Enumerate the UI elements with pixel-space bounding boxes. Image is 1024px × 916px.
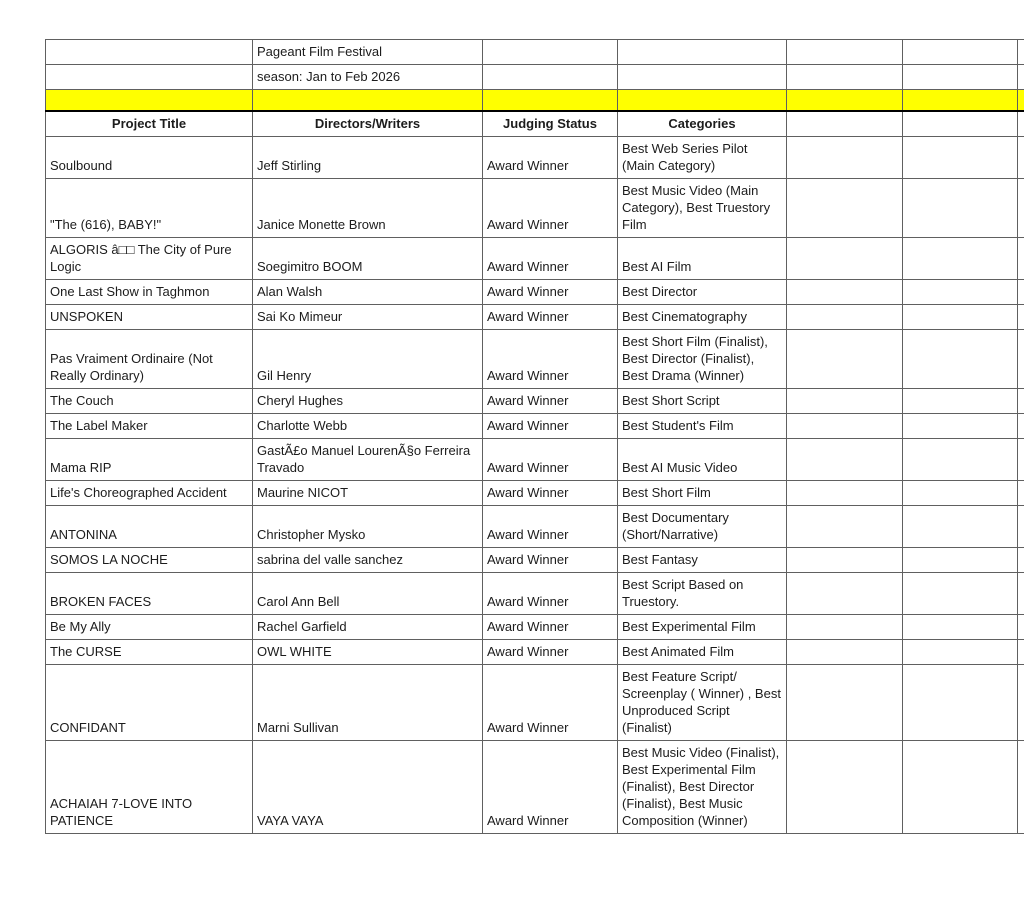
cell-categories: Best Script Based on Truestory. [618, 573, 787, 615]
cell-empty [1018, 137, 1024, 179]
highlight-cell [483, 90, 618, 112]
cell-judging-status: Award Winner [483, 573, 618, 615]
header-row [46, 111, 1024, 137]
cell-judging-status: Award Winner [483, 615, 618, 640]
cell-empty [787, 414, 903, 439]
cell-directors-writers: Gil Henry [253, 330, 483, 389]
table-row [46, 573, 1024, 615]
cell-project-title: The CURSE [46, 640, 253, 665]
cell-empty [903, 305, 1018, 330]
cell-empty [787, 481, 903, 506]
column-header-judging-status: Judging Status [483, 111, 618, 137]
cell-directors-writers: Jeff Stirling [253, 137, 483, 179]
cell-empty [903, 179, 1018, 238]
table-row [46, 615, 1024, 640]
cell-empty [787, 640, 903, 665]
cell-directors-writers: Rachel Garfield [253, 615, 483, 640]
cell-directors-writers: Carol Ann Bell [253, 573, 483, 615]
cell-empty [903, 40, 1018, 65]
cell-project-title: Soulbound [46, 137, 253, 179]
cell-categories: Best Fantasy [618, 548, 787, 573]
cell-empty [787, 665, 903, 741]
highlight-cell [1018, 90, 1024, 112]
cell-categories: Best Experimental Film [618, 615, 787, 640]
cell-judging-status: Award Winner [483, 389, 618, 414]
table-row [46, 506, 1024, 548]
highlight-row [46, 90, 1024, 112]
cell-directors-writers: sabrina del valle sanchez [253, 548, 483, 573]
cell-project-title: SOMOS LA NOCHE [46, 548, 253, 573]
cell-directors-writers: Janice Monette Brown [253, 179, 483, 238]
highlight-cell [46, 90, 253, 112]
cell-judging-status: Award Winner [483, 548, 618, 573]
cell-empty [1018, 506, 1024, 548]
cell-empty [787, 280, 903, 305]
column-header-directors-writers: Directors/Writers [253, 111, 483, 137]
cell-empty [903, 506, 1018, 548]
cell-project-title: "The (616), BABY!" [46, 179, 253, 238]
cell-empty [787, 65, 903, 90]
cell-empty [787, 548, 903, 573]
cell-judging-status: Award Winner [483, 414, 618, 439]
cell-project-title: The Couch [46, 389, 253, 414]
cell-empty [1018, 481, 1024, 506]
table-row [46, 179, 1024, 238]
cell-empty [903, 414, 1018, 439]
table-row [46, 414, 1024, 439]
cell-categories: Best AI Music Video [618, 439, 787, 481]
cell-judging-status: Award Winner [483, 305, 618, 330]
cell-empty [1018, 40, 1024, 65]
cell-judging-status: Award Winner [483, 137, 618, 179]
cell-empty [787, 330, 903, 389]
season-cell: season: Jan to Feb 2026 [253, 65, 483, 90]
cell-categories: Best Student's Film [618, 414, 787, 439]
cell-empty [1018, 179, 1024, 238]
cell-directors-writers: Sai Ko Mimeur [253, 305, 483, 330]
cell-empty [787, 573, 903, 615]
cell-empty [46, 65, 253, 90]
cell-directors-writers: VAYA VAYA [253, 741, 483, 834]
cell-directors-writers: GastÃ£o Manuel LourenÃ§o Ferreira Travado [253, 439, 483, 481]
cell-empty [787, 40, 903, 65]
cell-empty [1018, 741, 1024, 834]
cell-empty [1018, 280, 1024, 305]
highlight-cell [787, 90, 903, 112]
cell-categories: Best Short Script [618, 389, 787, 414]
cell-categories: Best Documentary (Short/Narrative) [618, 506, 787, 548]
cell-empty [787, 741, 903, 834]
column-header-project-title: Project Title [46, 111, 253, 137]
table-row [46, 280, 1024, 305]
cell-project-title: ANTONINA [46, 506, 253, 548]
column-header-categories: Categories [618, 111, 787, 137]
cell-categories: Best AI Film [618, 238, 787, 280]
cell-empty [1018, 573, 1024, 615]
table-row [46, 481, 1024, 506]
cell-judging-status: Award Winner [483, 238, 618, 280]
cell-empty [483, 65, 618, 90]
cell-judging-status: Award Winner [483, 665, 618, 741]
cell-empty [903, 741, 1018, 834]
cell-empty [787, 305, 903, 330]
cell-directors-writers: OWL WHITE [253, 640, 483, 665]
table-row [46, 439, 1024, 481]
cell-directors-writers: Cheryl Hughes [253, 389, 483, 414]
cell-judging-status: Award Winner [483, 330, 618, 389]
cell-directors-writers: Soegimitro BOOM [253, 238, 483, 280]
festival-name-cell: Pageant Film Festival [253, 40, 483, 65]
cell-empty [903, 280, 1018, 305]
highlight-cell [903, 90, 1018, 112]
cell-project-title: CONFIDANT [46, 665, 253, 741]
cell-categories: Best Director [618, 280, 787, 305]
cell-categories: Best Cinematography [618, 305, 787, 330]
cell-empty [903, 439, 1018, 481]
cell-empty [46, 40, 253, 65]
cell-empty [787, 179, 903, 238]
cell-empty [903, 640, 1018, 665]
cell-empty [787, 389, 903, 414]
cell-empty [787, 615, 903, 640]
awards-table [45, 39, 1024, 834]
document-page [45, 39, 1024, 834]
cell-categories: Best Short Film (Finalist), Best Director (Finalist), Best Drama (Winner) [618, 330, 787, 389]
cell-empty [903, 548, 1018, 573]
table-row [46, 640, 1024, 665]
cell-empty [787, 137, 903, 179]
cell-empty [618, 65, 787, 90]
cell-judging-status: Award Winner [483, 481, 618, 506]
cell-empty [903, 65, 1018, 90]
cell-empty [903, 481, 1018, 506]
cell-judging-status: Award Winner [483, 179, 618, 238]
cell-empty [903, 615, 1018, 640]
cell-empty [903, 389, 1018, 414]
cell-empty [787, 506, 903, 548]
cell-judging-status: Award Winner [483, 506, 618, 548]
table-row [46, 238, 1024, 280]
cell-empty [1018, 305, 1024, 330]
cell-directors-writers: Maurine NICOT [253, 481, 483, 506]
cell-empty [1018, 439, 1024, 481]
cell-empty [1018, 640, 1024, 665]
cell-empty [1018, 65, 1024, 90]
highlight-cell [253, 90, 483, 112]
column-header-empty [1018, 111, 1024, 137]
table-row [46, 665, 1024, 741]
cell-project-title: UNSPOKEN [46, 305, 253, 330]
cell-empty [618, 40, 787, 65]
cell-empty [1018, 389, 1024, 414]
column-header-empty [787, 111, 903, 137]
cell-categories: Best Music Video (Main Category), Best Truestory Film [618, 179, 787, 238]
cell-judging-status: Award Winner [483, 741, 618, 834]
cell-project-title: Be My Ally [46, 615, 253, 640]
cell-project-title: BROKEN FACES [46, 573, 253, 615]
cell-empty [903, 573, 1018, 615]
table-row [46, 741, 1024, 834]
cell-empty [483, 40, 618, 65]
cell-project-title: ACHAIAH 7-LOVE INTO PATIENCE [46, 741, 253, 834]
cell-project-title: One Last Show in Taghmon [46, 280, 253, 305]
cell-project-title: Mama RIP [46, 439, 253, 481]
cell-empty [903, 330, 1018, 389]
cell-empty [903, 238, 1018, 280]
cell-empty [787, 238, 903, 280]
cell-empty [1018, 330, 1024, 389]
cell-categories: Best Animated Film [618, 640, 787, 665]
cell-judging-status: Award Winner [483, 280, 618, 305]
cell-empty [903, 137, 1018, 179]
cell-directors-writers: Charlotte Webb [253, 414, 483, 439]
cell-judging-status: Award Winner [483, 439, 618, 481]
cell-directors-writers: Alan Walsh [253, 280, 483, 305]
cell-empty [787, 439, 903, 481]
cell-project-title: Life's Choreographed Accident [46, 481, 253, 506]
column-header-empty [903, 111, 1018, 137]
table-row [46, 548, 1024, 573]
cell-empty [1018, 414, 1024, 439]
cell-project-title: The Label Maker [46, 414, 253, 439]
cell-directors-writers: Marni Sullivan [253, 665, 483, 741]
table-row [46, 389, 1024, 414]
table-body [46, 40, 1024, 834]
cell-empty [1018, 615, 1024, 640]
table-row [46, 305, 1024, 330]
highlight-cell [618, 90, 787, 112]
cell-categories: Best Music Video (Finalist), Best Experimental Film (Finalist), Best Director (Finalist), Best Music Composition (Winner) [618, 741, 787, 834]
cell-empty [1018, 238, 1024, 280]
cell-project-title: Pas Vraiment Ordinaire (Not Really Ordinary) [46, 330, 253, 389]
cell-project-title: ALGORIS â□□ The City of Pure Logic [46, 238, 253, 280]
season-row [46, 65, 1024, 90]
cell-categories: Best Feature Script/ Screenplay ( Winner) , Best Unproduced Script (Finalist) [618, 665, 787, 741]
cell-directors-writers: Christopher Mysko [253, 506, 483, 548]
table-row [46, 330, 1024, 389]
cell-categories: Best Web Series Pilot (Main Category) [618, 137, 787, 179]
table-row [46, 137, 1024, 179]
cell-empty [1018, 665, 1024, 741]
cell-categories: Best Short Film [618, 481, 787, 506]
cell-empty [1018, 548, 1024, 573]
cell-empty [903, 665, 1018, 741]
festival-name-row [46, 40, 1024, 65]
cell-judging-status: Award Winner [483, 640, 618, 665]
